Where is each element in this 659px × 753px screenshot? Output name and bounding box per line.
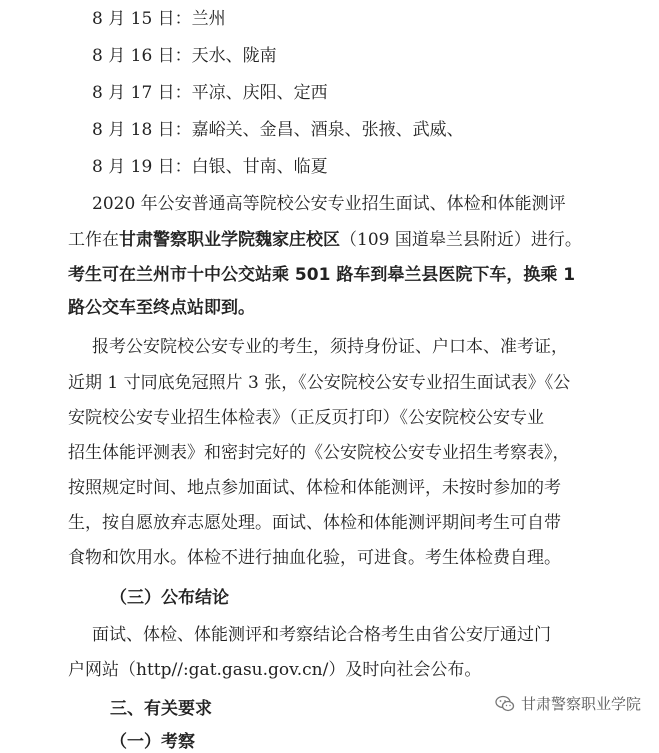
section-three-subtitle: （三）公布结论 (110, 588, 229, 608)
heading-inspection: （一）考察 (110, 732, 195, 752)
para2-line-2: 近期 1 寸同底免冠照片 3 张，《公安院校公安专业招生面试表》《公 (68, 373, 571, 393)
para2-line-4: 招生体能评测表》和密封完好的《公安院校公安专业招生考察表》， (68, 443, 570, 463)
schedule-line-2: 8 月 16 日：天水、陇南 (92, 46, 277, 66)
para1-line-3: 考生可在兰州市十中公交站乘 501 路车到皋兰县医院下车，换乘 1 (68, 265, 576, 285)
para1-text: 工作在 (68, 230, 119, 250)
para2-line-5: 按照规定时间、地点参加面试、体检和体能测评，未按时参加的考 (68, 478, 561, 498)
campus-name: 甘肃警察职业学院魏家庄校区 (119, 230, 340, 250)
para2-line-3: 安院校公安专业招生体检表》（正反页打印）《公安院校公安专业 (68, 408, 544, 428)
schedule-line-5: 8 月 19 日：白银、甘南、临夏 (92, 157, 328, 177)
schedule-line-3: 8 月 17 日：平凉、庆阳、定西 (92, 83, 328, 103)
para2-line-7: 食物和饮用水。体检不进行抽血化验，可进食。考生体检费自理。 (68, 548, 561, 568)
para3-line-2: 户网站（http//:gat.gasu.gov.cn/）及时向社会公布。 (68, 660, 482, 680)
schedule-line-4: 8 月 18 日：嘉峪关、金昌、酒泉、张掖、武威、 (92, 120, 464, 140)
wechat-icon (495, 695, 515, 713)
para2-line-1: 报考公安院校公安专业的考生，须持身份证、户口本、准考证， (92, 337, 568, 357)
watermark (495, 693, 641, 714)
para1-line-2 (68, 229, 659, 251)
para3-line-1: 面试、体检、体能测评和考察结论合格考生由省公安厅通过门 (92, 625, 551, 645)
schedule-line-1: 8 月 15 日：兰州 (92, 9, 226, 29)
para1-location: （109 国道皋兰县附近）进行。 (340, 230, 582, 250)
watermark-text: 甘肃警察职业学院 (520, 695, 641, 713)
heading-requirements: 三、有关要求 (110, 699, 212, 719)
para1-line-1: 2020 年公安普通高等院校公安专业招生面试、体检和体能测评 (92, 194, 566, 214)
para1-line-4: 路公交车至终点站即到。 (68, 298, 255, 318)
para2-line-6: 生，按自愿放弃志愿处理。面试、体检和体能测评期间考生可自带 (68, 513, 561, 533)
